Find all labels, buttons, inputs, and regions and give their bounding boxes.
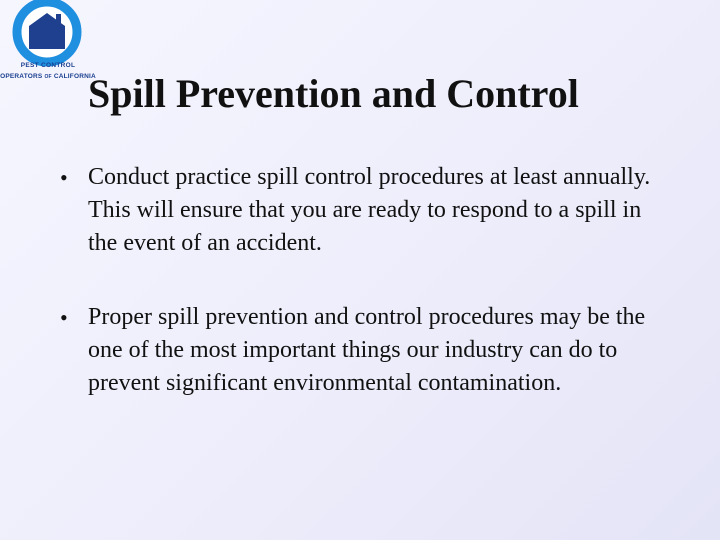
pcoc-logo: [0, 0, 96, 90]
bullet-marker: •: [60, 165, 68, 190]
bullet-text: Conduct practice spill control procedures at least annually. This will ensure that you are ready to respond to a spill in the event of an accident.: [88, 164, 651, 256]
logo-line2-small: OF: [44, 74, 52, 80]
logo-line1: PEST CONTROL: [20, 62, 76, 69]
logo-text: [0, 62, 96, 81]
bullet-item-2: [60, 301, 660, 400]
bullet-text: Proper spill prevention and control procedures may be the one of the most important things our industry can do to prevent significant environmental contamination.: [88, 304, 646, 396]
logo-line2-part2: CALIFORNIA: [53, 73, 96, 80]
bullet-item-1: [60, 161, 660, 260]
logo-line2-part1: OPERATORS: [0, 73, 43, 80]
bullet-marker: •: [60, 305, 68, 330]
logo-line2: [0, 73, 96, 81]
bullet-list: [60, 161, 660, 441]
slide-title: Spill Prevention and Control: [88, 71, 579, 116]
